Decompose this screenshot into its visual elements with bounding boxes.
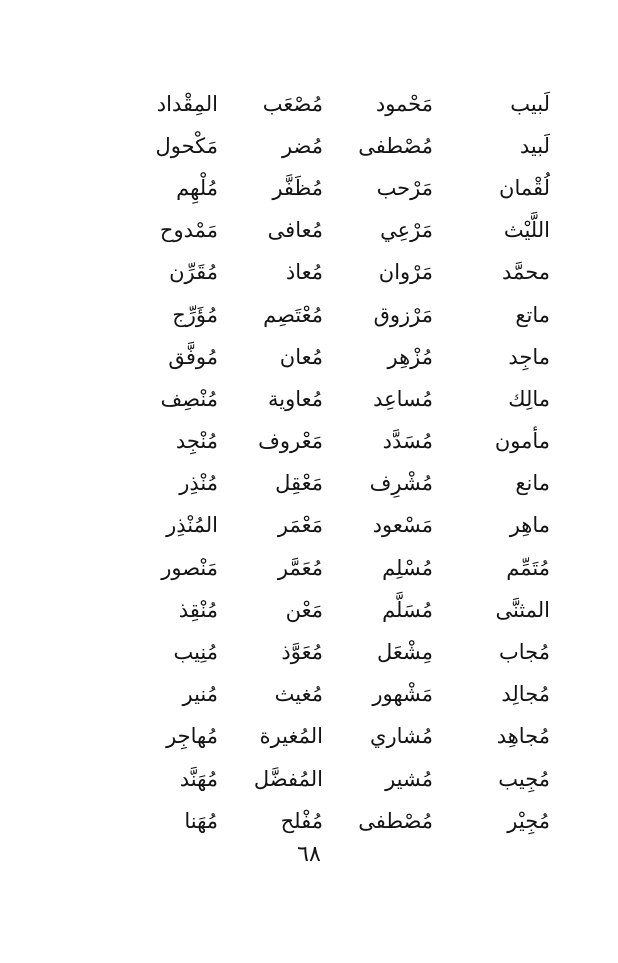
name-cell: مَشْهور <box>372 682 433 707</box>
name-cell: مُظَفَّر <box>272 175 323 200</box>
name-cell: مُعاوية <box>267 386 323 411</box>
table-row <box>150 336 550 378</box>
name-cell: ماهِر <box>509 513 550 538</box>
name-cell: مالِك <box>508 386 550 411</box>
table-row <box>150 125 550 167</box>
name-cell: مُفْلح <box>280 808 323 833</box>
table-row <box>150 631 550 673</box>
name-cell: مِشْعَل <box>376 640 433 665</box>
name-cell: محمَّد <box>502 260 550 285</box>
table-row <box>150 421 550 463</box>
table-row <box>150 252 550 294</box>
table-row <box>150 674 550 716</box>
name-cell: مُنْجِد <box>175 429 218 454</box>
table-row <box>150 294 550 336</box>
name-cell: المِقْداد <box>156 91 218 116</box>
name-cell: ماجِد <box>508 344 550 369</box>
name-cell: مَكْحول <box>155 133 218 158</box>
name-cell: مُعَمَّر <box>277 555 323 580</box>
name-cell: لُقْمان <box>499 175 550 200</box>
name-cell: مُعَوَّذ <box>281 640 323 665</box>
name-cell: مُضر <box>281 133 323 158</box>
name-cell: مُعان <box>279 344 323 369</box>
name-cell: مَحْمود <box>375 91 433 116</box>
name-cell: مُشاري <box>370 724 433 749</box>
name-cell: مَرْعِي <box>380 218 433 243</box>
name-cell: مُجاهِد <box>496 724 550 749</box>
name-cell: مُنْذِر <box>179 471 218 496</box>
table-row <box>150 167 550 209</box>
table-row <box>150 505 550 547</box>
name-cell: مُهاجِر <box>166 724 218 749</box>
name-cell: مَسْعود <box>372 513 433 538</box>
table-row <box>150 800 550 842</box>
table-row <box>150 83 550 125</box>
table-row <box>150 463 550 505</box>
name-cell: مَرْحب <box>376 175 433 200</box>
name-cell: مُنْقِذ <box>178 597 218 622</box>
name-cell: المثنَّى <box>495 597 550 622</box>
name-cell: مَمْدوح <box>159 218 218 243</box>
name-cell: مُعْتَصِم <box>263 302 323 327</box>
table-row <box>150 378 550 420</box>
table-row <box>150 589 550 631</box>
name-cell: مُنير <box>182 682 218 707</box>
table-row <box>150 210 550 252</box>
name-cell: مُغيث <box>274 682 323 707</box>
name-cell: لَبيد <box>519 133 550 158</box>
name-cell: مَعْمَر <box>277 513 323 538</box>
name-cell: مَرْوان <box>378 260 433 285</box>
name-cell: مُقَرِّن <box>169 260 218 285</box>
name-cell: المُفضَّل <box>253 766 323 791</box>
name-cell: مُشير <box>385 766 433 791</box>
name-cell: مَرْزوق <box>373 302 433 327</box>
name-cell: مُجِيب <box>498 766 550 791</box>
name-cell: مُصْعَب <box>262 91 323 116</box>
table-row <box>150 758 550 800</box>
name-cell: المُغيرة <box>259 724 323 749</box>
name-cell: مُزْهِر <box>387 344 433 369</box>
name-cell: مُجِيْر <box>507 808 550 833</box>
name-cell: مُشْرِف <box>369 471 433 496</box>
name-cell: مُساعِد <box>373 386 433 411</box>
name-cell: مَعْقِل <box>275 471 323 496</box>
table-row <box>150 547 550 589</box>
name-cell: المُنْذِر <box>166 513 218 538</box>
name-cell: مُسْلِم <box>382 555 433 580</box>
name-cell: مُوفَّق <box>168 344 218 369</box>
name-cell: مُنْصِف <box>160 386 218 411</box>
name-cell: مُهَنَّد <box>179 766 218 791</box>
name-cell: مُلْهِم <box>176 175 218 200</box>
name-cell: مُصْطفى <box>358 133 433 158</box>
name-cell: مَعْروف <box>258 429 323 454</box>
name-cell: مأمون <box>494 429 550 454</box>
page-number: ٦٨ <box>297 842 321 867</box>
table-row <box>150 716 550 758</box>
name-cell: مُعاذ <box>285 260 323 285</box>
name-cell: مُصْطفى <box>358 808 433 833</box>
name-cell: مُهَنا <box>184 808 218 833</box>
name-cell: مُعافى <box>267 218 323 243</box>
name-cell: مُسَلَّم <box>382 597 433 622</box>
name-cell: مُتَمِّم <box>506 555 550 580</box>
names-table <box>150 83 550 842</box>
name-cell: مانع <box>515 471 550 496</box>
name-cell: لَبيب <box>510 91 550 116</box>
name-cell: ماتع <box>515 302 550 327</box>
name-cell: مُسَدَّد <box>382 429 433 454</box>
name-cell: مُؤَرِّج <box>172 302 218 327</box>
name-cell: مُجالِد <box>501 682 550 707</box>
name-cell: مُنِيب <box>173 640 218 665</box>
name-cell: اللَّيْث <box>503 218 550 243</box>
name-cell: مَنْصور <box>161 555 218 580</box>
name-cell: مُجاب <box>499 640 550 665</box>
name-cell: مَعْن <box>285 597 323 622</box>
